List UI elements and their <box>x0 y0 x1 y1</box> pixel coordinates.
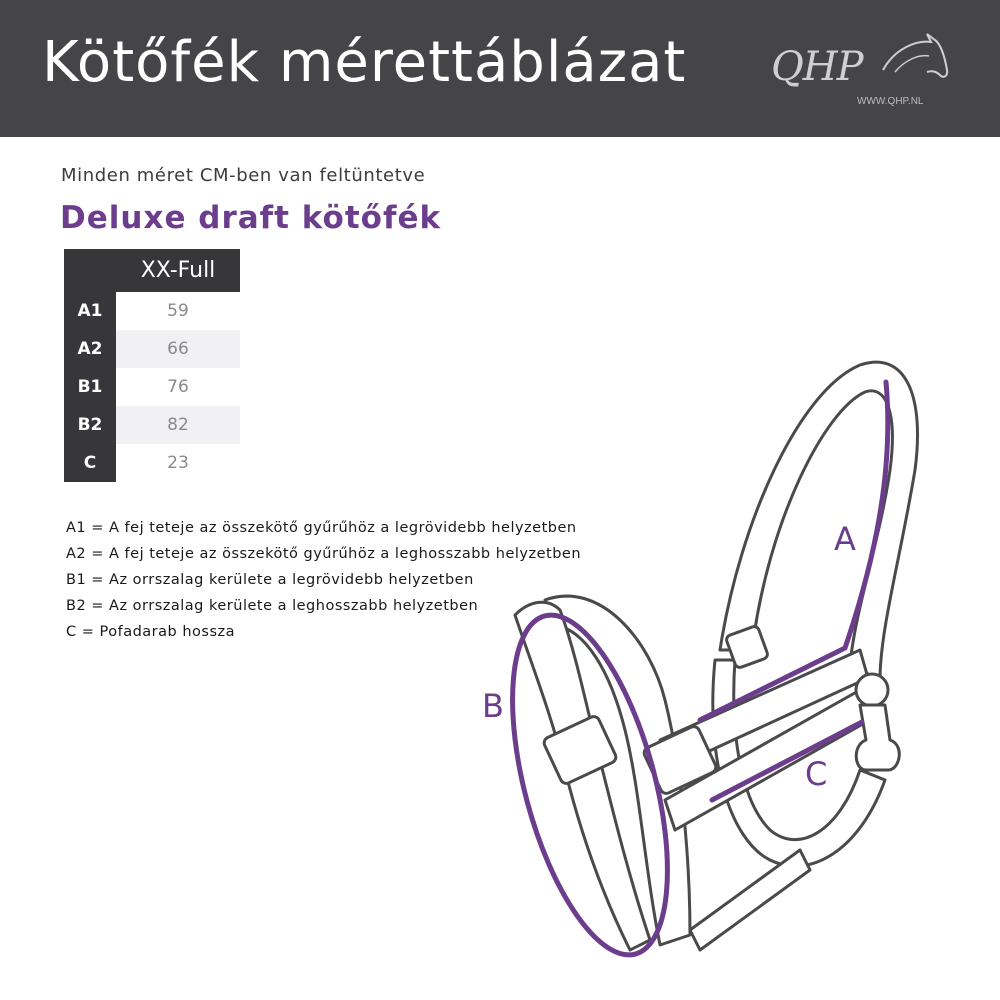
label-a: A <box>834 520 856 558</box>
row-value: 23 <box>116 444 240 482</box>
page-title: Kötőfék mérettáblázat <box>42 30 687 95</box>
legend-item-c: C = Pofadarab hossza <box>66 624 235 640</box>
jaw-strap <box>690 850 810 950</box>
row-label: B2 <box>64 406 116 444</box>
product-title: Deluxe draft kötőfék <box>60 200 442 236</box>
legend-item-b1: B1 = Az orrszalag kerülete a legrövidebb helyzetben <box>66 572 474 588</box>
legend-item-a1: A1 = A fej teteje az összekötő gyűrűhöz a legrövidebb helyzetben <box>66 520 577 536</box>
side-ring <box>856 674 888 706</box>
row-label: C <box>64 444 116 482</box>
row-label: A2 <box>64 330 116 368</box>
row-label: A1 <box>64 292 116 330</box>
size-column-header: XX-Full <box>116 249 240 292</box>
row-value: 76 <box>116 368 240 406</box>
snap-hook <box>856 705 899 770</box>
row-value: 59 <box>116 292 240 330</box>
label-b: B <box>482 687 504 725</box>
units-note: Minden méret CM-ben van feltüntetve <box>61 165 426 186</box>
row-value: 82 <box>116 406 240 444</box>
logo-wordmark: QHP <box>771 44 863 90</box>
label-c: C <box>805 755 828 793</box>
logo-url: WWW.QHP.NL <box>857 96 924 107</box>
legend-item-b2: B2 = Az orrszalag kerülete a leghosszabb helyzetben <box>66 598 479 614</box>
legend-item-a2: A2 = A fej teteje az összekötő gyűrűhöz a leghosszabb helyzetben <box>66 546 582 562</box>
row-label: B1 <box>64 368 116 406</box>
row-value: 66 <box>116 330 240 368</box>
